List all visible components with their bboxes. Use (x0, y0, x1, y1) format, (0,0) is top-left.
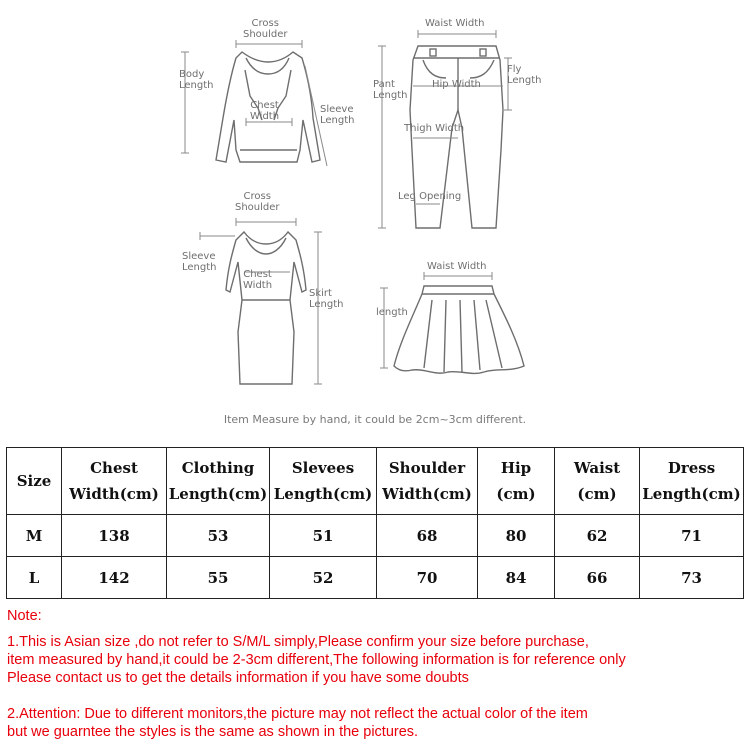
table-cell: 80 (478, 515, 555, 557)
label-body-length: Body Length (179, 69, 214, 91)
label-leg-opening: Leg Opening (398, 191, 462, 202)
table-row (7, 515, 744, 557)
skirt-drawing (394, 286, 524, 373)
table-cell: 52 (270, 557, 377, 599)
label-skirt-length: Skirt Length (309, 288, 344, 310)
header-waist: Waist (cm) (555, 448, 640, 515)
table-cell: M (7, 515, 62, 557)
label-dress-sleeve-length: Sleeve Length (182, 251, 217, 273)
label-dress-cross-shoulder: Cross Shoulder (235, 191, 280, 213)
label-pant-length: Pant Length (373, 79, 408, 101)
label-skirt-length-short: length (376, 307, 408, 318)
label-sleeve-length: Sleeve Length (320, 104, 355, 126)
header-dress-length: Dress Length(cm) (640, 448, 744, 515)
header-size: Size (7, 448, 62, 515)
table-cell: L (7, 557, 62, 599)
table-row (7, 557, 744, 599)
note-line: 2.Attention: Due to different monitors,the picture may not reflect the actual color of the item (7, 706, 588, 722)
size-chart-table (6, 447, 744, 599)
table-cell: 73 (640, 557, 744, 599)
table-cell: 84 (478, 557, 555, 599)
label-fly-length: Fly Length (507, 64, 542, 86)
table-cell: 71 (640, 515, 744, 557)
label-dress-chest-width: Chest Width (243, 269, 273, 291)
dress-drawing (226, 232, 306, 384)
table-cell: 62 (555, 515, 640, 557)
label-chest-width: Chest Width (250, 100, 280, 122)
label-waist-width-pants: Waist Width (425, 18, 485, 29)
header-sleeves-length: Slevees Length(cm) (270, 448, 377, 515)
header-chest-width: Chest Width(cm) (62, 448, 167, 515)
note-spacer (7, 687, 747, 705)
table-cell: 142 (62, 557, 167, 599)
table-cell: 68 (377, 515, 478, 557)
table-cell: 66 (555, 557, 640, 599)
table-header-row (7, 448, 744, 515)
note-heading: Note: (7, 608, 42, 624)
notes-section (7, 607, 747, 741)
header-hip: Hip (cm) (478, 448, 555, 515)
note-line: Please contact us to get the details information if you have some doubts (7, 670, 469, 686)
note-line: 1.This is Asian size ,do not refer to S/M/L simply,Please confirm your size before purchase, (7, 634, 589, 650)
note-line: item measured by hand,it could be 2-3cm different,The following information is for reference only (7, 652, 626, 668)
table-cell: 138 (62, 515, 167, 557)
label-thigh-width: Thigh Width (404, 123, 465, 134)
table-cell: 51 (270, 515, 377, 557)
label-waist-width-skirt: Waist Width (427, 261, 487, 272)
label-hip-width: Hip Width (432, 79, 481, 90)
note-line: but we guarntee the styles is the same as shown in the pictures. (7, 724, 419, 740)
table-cell: 55 (167, 557, 270, 599)
label-cross-shoulder: Cross Shoulder (243, 18, 288, 40)
table-cell: 53 (167, 515, 270, 557)
header-clothing-length: Clothing Length(cm) (167, 448, 270, 515)
header-shoulder-width: Shoulder Width(cm) (377, 448, 478, 515)
table-cell: 70 (377, 557, 478, 599)
measure-caption: Item Measure by hand, it could be 2cm~3cm different. (223, 413, 527, 426)
